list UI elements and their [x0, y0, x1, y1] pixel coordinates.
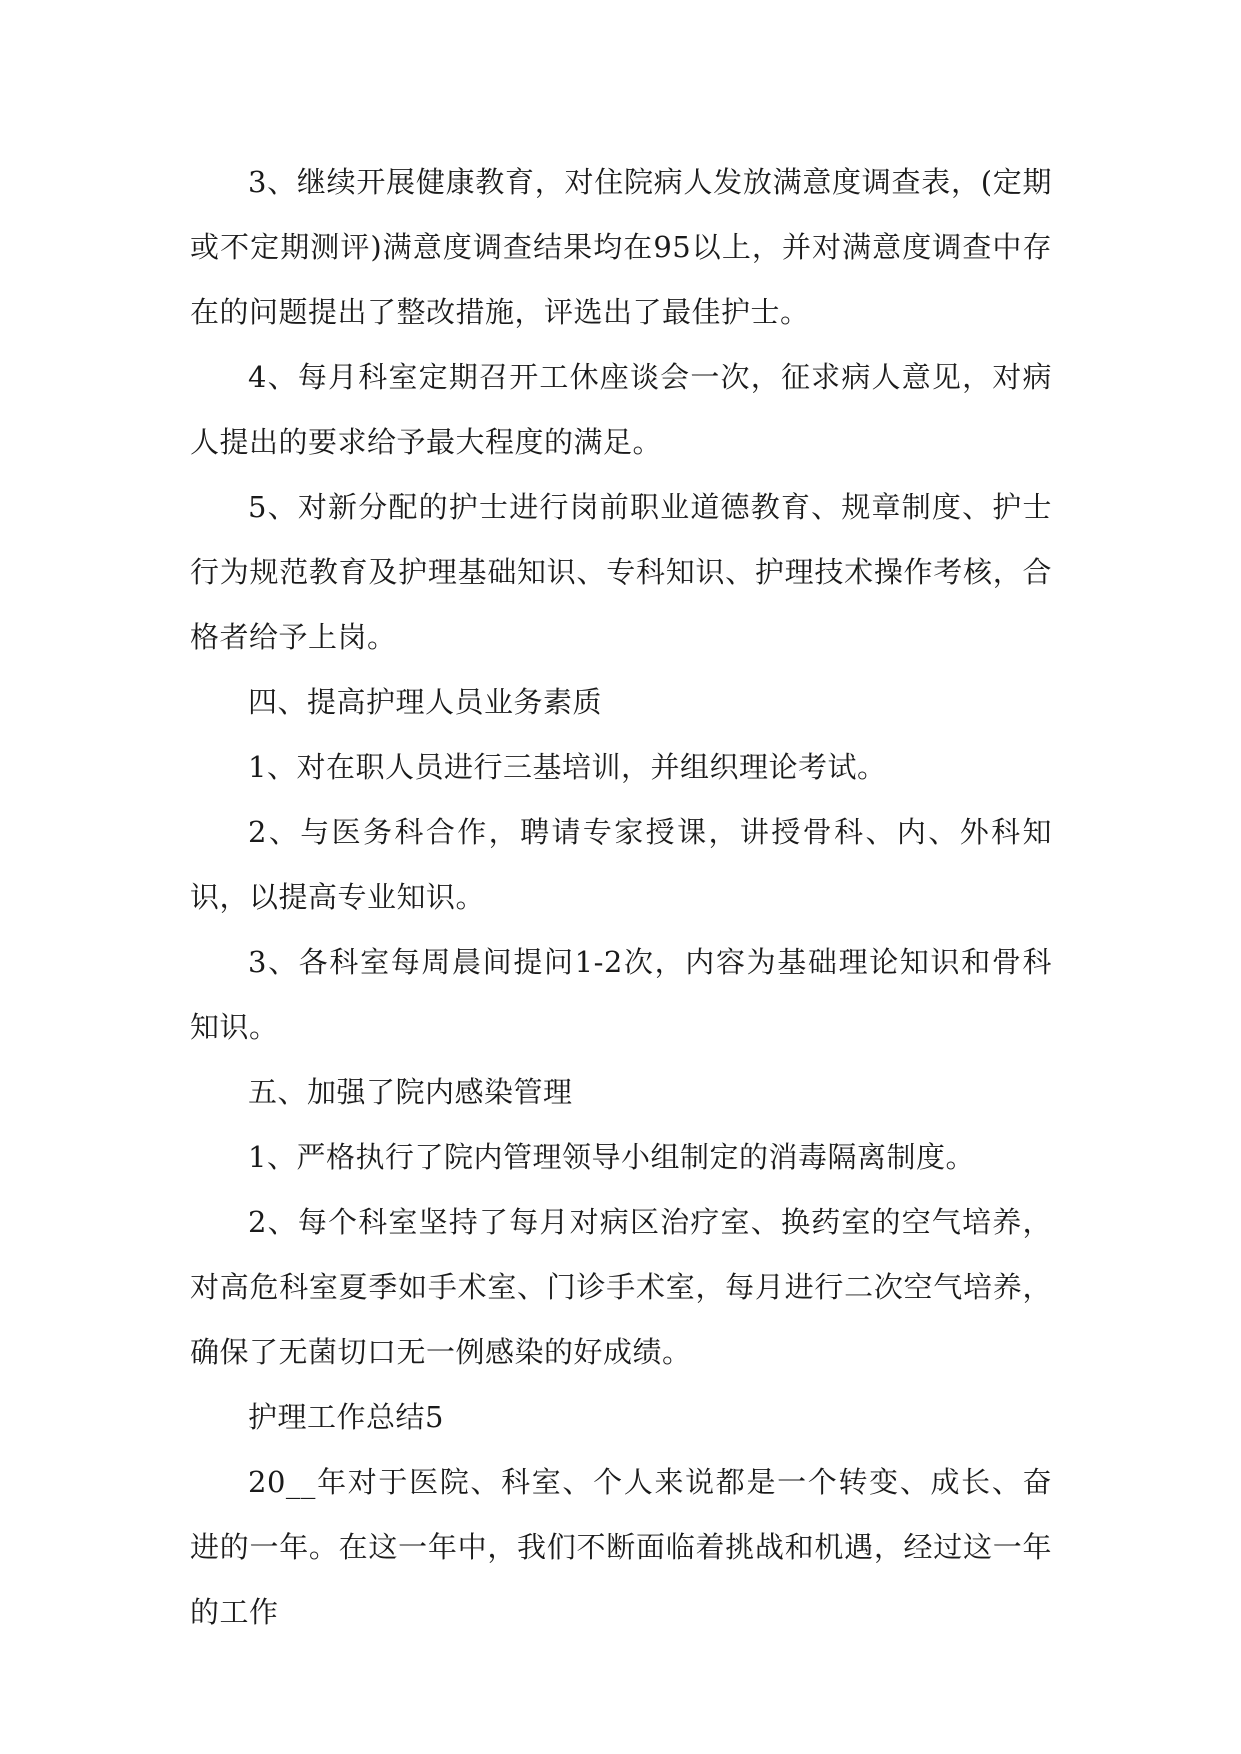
paragraph-satisfaction-survey: 3、继续开展健康教育，对住院病人发放满意度调查表，(定期或不定期测评)满意度调查结果均在95以上，并对满意度调查中存在的问题提出了整改措施，评选出了最佳护士。	[190, 165, 1052, 329]
paragraph-disinfection-system: 1、严格执行了院内管理领导小组制定的消毒隔离制度。	[248, 1140, 975, 1174]
section-heading-staff-quality: 四、提高护理人员业务素质	[248, 685, 603, 719]
paragraph-patient-meeting: 4、每月科室定期召开工休座谈会一次，征求病人意见，对病人提出的要求给予最大程度的满足。	[190, 360, 1052, 459]
document-body	[190, 150, 1052, 1645]
paragraph-new-nurse-training: 5、对新分配的护士进行岗前职业道德教育、规章制度、护士行为规范教育及护理基础知识、专科知识、护理技术操作考核，合格者给予上岗。	[190, 490, 1052, 654]
paragraph-morning-questions: 3、各科室每周晨间提问1-2次，内容为基础理论知识和骨科知识。	[190, 945, 1052, 1044]
paragraph-three-basics-training: 1、对在职人员进行三基培训，并组织理论考试。	[248, 750, 887, 784]
paragraph-expert-lectures: 2、与医务科合作，聘请专家授课，讲授骨科、内、外科知识，以提高专业知识。	[190, 815, 1052, 914]
paragraph-air-culture: 2、每个科室坚持了每月对病区治疗室、换药室的空气培养，对高危科室夏季如手术室、门诊手术室，每月进行二次空气培养，确保了无菌切口无一例感染的好成绩。	[190, 1205, 1052, 1369]
section-heading-summary-5: 护理工作总结5	[248, 1400, 444, 1434]
section-heading-infection-control: 五、加强了院内感染管理	[248, 1075, 573, 1109]
paragraph-year-overview: 20__年对于医院、科室、个人来说都是一个转变、成长、奋进的一年。在这一年中，我们不断面临着挑战和机遇，经过这一年的工作	[190, 1465, 1052, 1629]
